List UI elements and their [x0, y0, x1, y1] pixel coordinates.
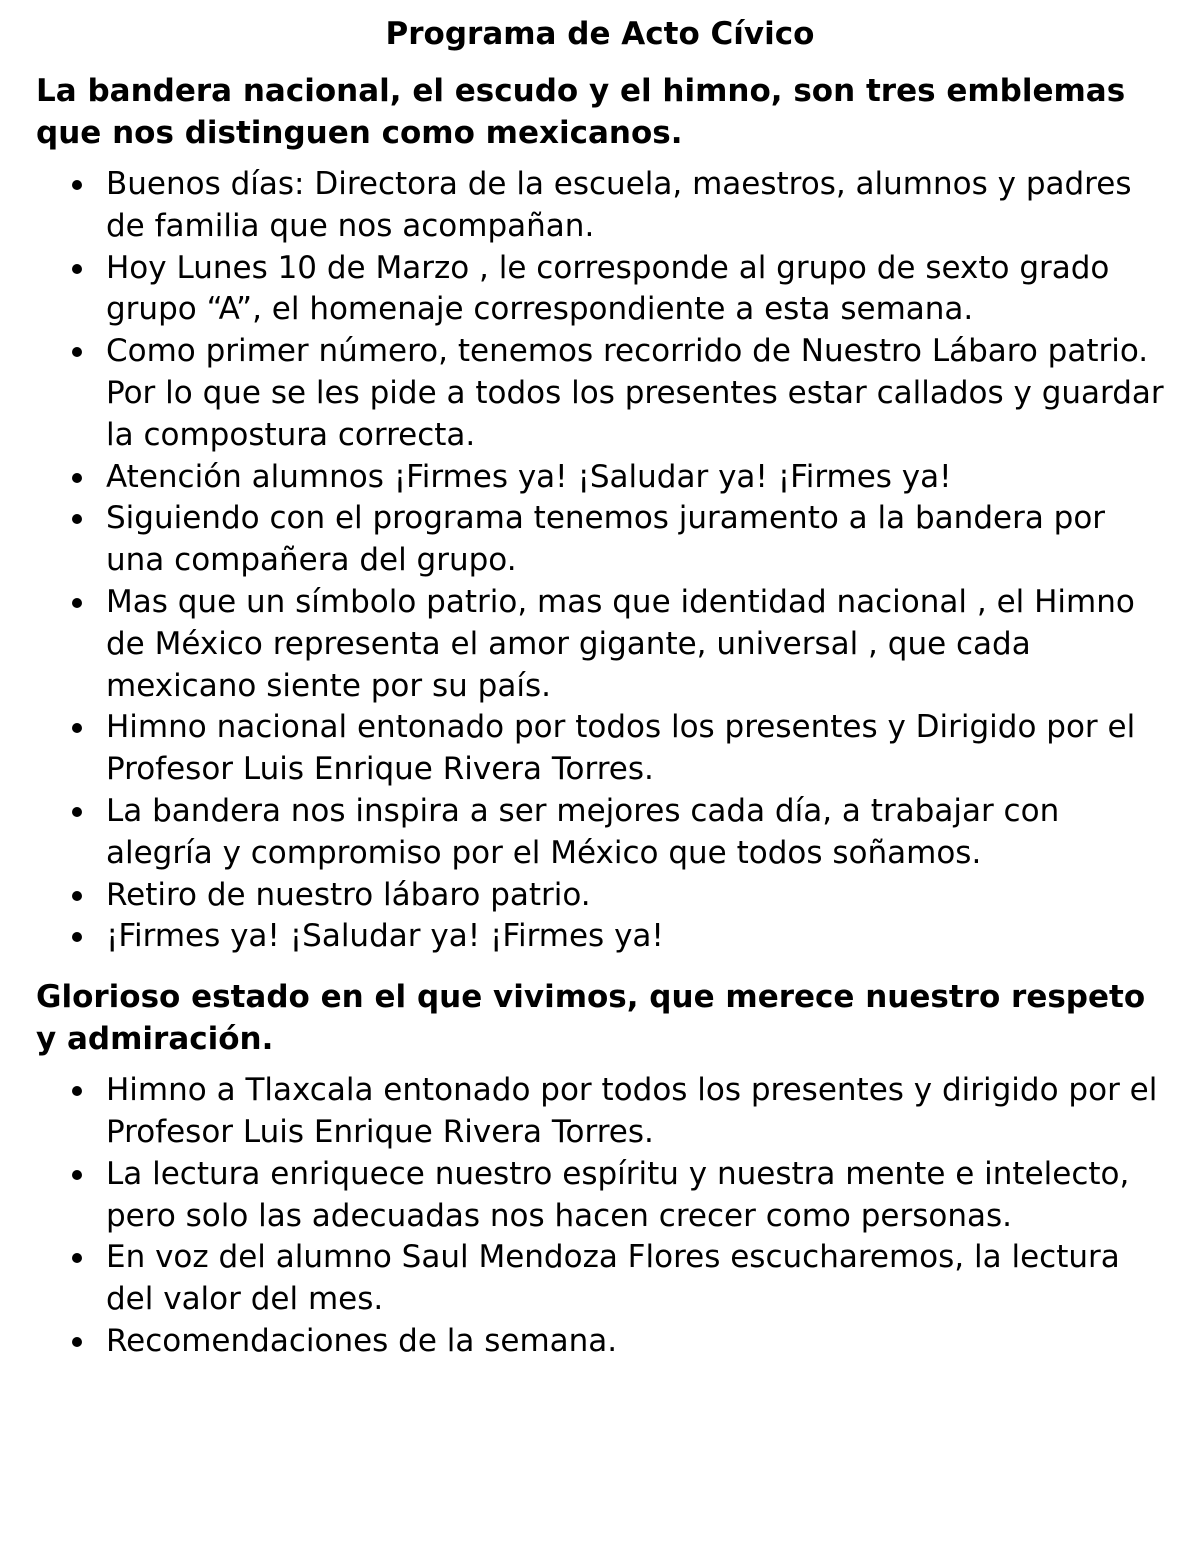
list-item	[36, 707, 1164, 791]
bullet-icon	[72, 347, 82, 357]
list-item	[36, 331, 1164, 456]
list-item-text: Hoy Lunes 10 de Marzo , le corresponde al grupo de sexto grado grupo “A”, el homenaje correspondiente a esta semana.	[106, 249, 1110, 328]
list-item-text: Himno a Tlaxcala entonado por todos los presentes y dirigido por el Profesor Luis Enrique Rivera Torres.	[106, 1072, 1158, 1150]
list-item-text: Buenos días: Directora de la escuela, maestros, alumnos y padres de familia que nos acompañan.	[106, 166, 1132, 244]
list-item	[36, 875, 1164, 917]
list-item-text: Retiro de nuestro lábaro patrio.	[106, 876, 591, 913]
bullet-icon	[72, 598, 82, 608]
bullet-icon	[72, 723, 82, 733]
list-item	[36, 916, 1164, 958]
list-item-text: Himno nacional entonado por todos los presentes y Dirigido por el Profesor Luis Enrique Rivera Torres.	[106, 709, 1136, 788]
list-item-text: Recomendaciones de la semana.	[106, 1322, 618, 1359]
bullet-icon	[72, 514, 82, 524]
list-item	[36, 1070, 1164, 1154]
list-item	[36, 1321, 1164, 1363]
list-item	[36, 248, 1164, 332]
list-item	[36, 1154, 1164, 1238]
section-heading-national-symbols: La bandera nacional, el escudo y el himno, son tres emblemas que nos distinguen como mexicanos.	[36, 73, 1126, 151]
list-item	[36, 498, 1164, 582]
bullet-icon	[72, 891, 82, 901]
bullet-icon	[72, 180, 82, 190]
list-item	[36, 1237, 1164, 1321]
program-list-national	[36, 164, 1164, 958]
bullet-icon	[72, 932, 82, 942]
list-item-continuation: Por lo que se les pide a todos los presentes estar callados y guardar la compostura correcta.	[106, 374, 1164, 453]
list-item	[36, 164, 1164, 248]
list-item-text: Atención alumnos ¡Firmes ya! ¡Saludar ya! ¡Firmes ya!	[106, 458, 952, 495]
list-item-text: Siguiendo con el programa tenemos juramento a la bandera por una compañera del grupo.	[106, 500, 1106, 579]
list-item-text: Como primer número, tenemos recorrido de Nuestro Lábaro patrio.	[106, 333, 1149, 370]
list-item-text: Mas que un símbolo patrio, mas que identidad nacional , el Himno de México representa el amor gigante, universal , que cada mexicano siente por su país.	[106, 583, 1135, 704]
list-item	[36, 582, 1164, 707]
list-item-text: La lectura enriquece nuestro espíritu y nuestra mente e intelecto, pero solo las adecuadas nos hacen crecer como personas.	[106, 1155, 1130, 1234]
bullet-icon	[72, 473, 82, 483]
program-list-state	[36, 1070, 1164, 1363]
bullet-icon	[72, 1170, 82, 1180]
list-item	[36, 457, 1164, 499]
bullet-icon	[72, 807, 82, 817]
page-title: Programa de Acto Cívico	[385, 16, 815, 52]
bullet-icon	[72, 264, 82, 274]
list-item	[36, 791, 1164, 875]
bullet-icon	[72, 1086, 82, 1096]
section-heading-state: Glorioso estado en el que vivimos, que merece nuestro respeto y admiración.	[36, 979, 1146, 1058]
bullet-icon	[72, 1253, 82, 1263]
list-item-text: ¡Firmes ya! ¡Saludar ya! ¡Firmes ya!	[106, 918, 664, 955]
bullet-icon	[72, 1337, 82, 1347]
list-item-text: En voz del alumno Saul Mendoza Flores escucharemos, la lectura del valor del mes.	[106, 1239, 1120, 1318]
list-item-text: La bandera nos inspira a ser mejores cada día, a trabajar con alegría y compromiso por el México que todos soñamos.	[106, 792, 1060, 871]
